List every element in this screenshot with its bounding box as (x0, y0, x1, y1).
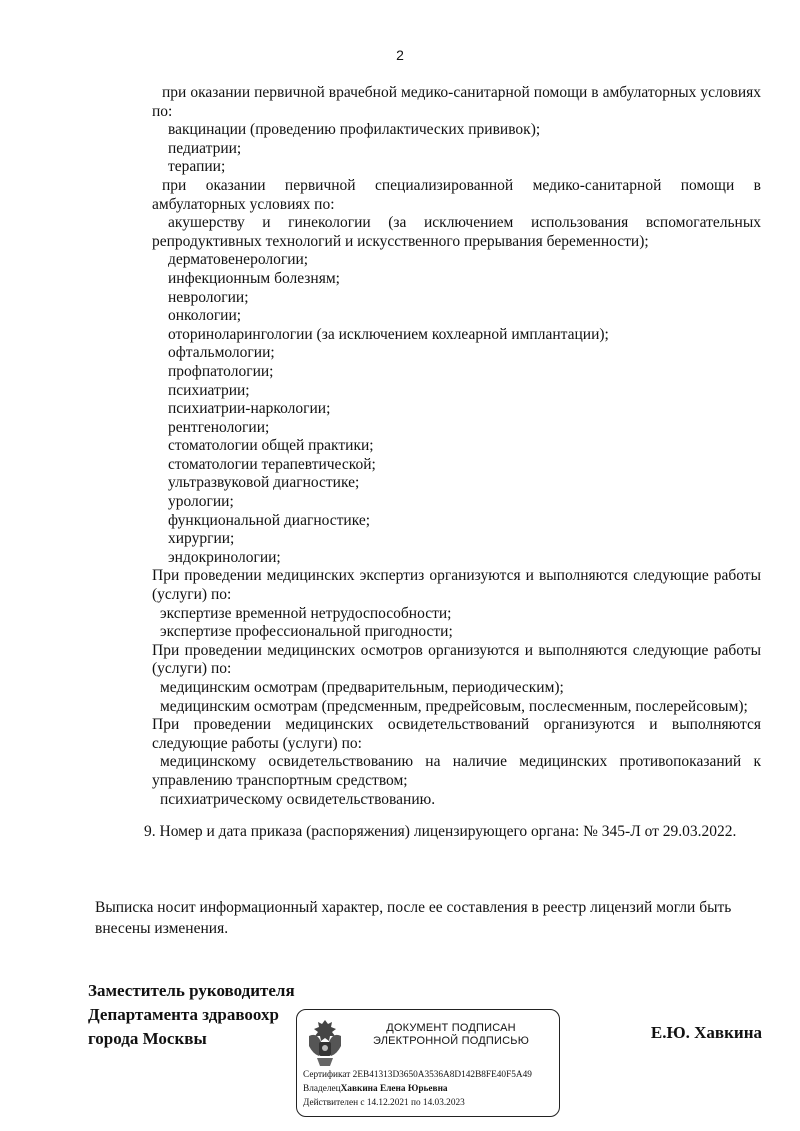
coat-of-arms-icon (305, 1016, 345, 1070)
owner-value: Хавкина Елена Юрьевна (340, 1084, 448, 1094)
list-item: вакцинации (проведению профилактических прививок); (168, 121, 541, 139)
list-item: рентгенологии; (168, 418, 270, 436)
signatory-name: Е.Ю. Хавкина (650, 1023, 762, 1042)
paragraph-expertise: При проведении медицинских экспертиз организуются и выполняются следующие работы (услуги) по: (152, 567, 761, 604)
paragraph-specialized-care: при оказании первичной специализированной медико-санитарной помощи в амбулаторных условиях по: (152, 176, 761, 213)
list-item: медицинским осмотрам (предсменным, предрейсовым, послесменным, послерейсовым); (160, 697, 748, 715)
list-item: дерматовенерологии; (168, 251, 309, 269)
license-text (144, 84, 761, 842)
list-item: психиатрии-наркологии; (168, 400, 331, 418)
signatory-position (88, 979, 295, 1051)
list-item: функциональной диагностике; (168, 511, 371, 529)
stamp-title (353, 1022, 549, 1048)
page-number: 2 (396, 47, 404, 63)
list-item: эндокринологии; (168, 548, 281, 566)
list-item: урологии; (168, 493, 234, 511)
list-item: медицинским осмотрам (предварительным, периодическим); (160, 679, 564, 696)
list-item: хирургии; (168, 530, 235, 548)
list-item: ультразвуковой диагностике; (168, 474, 360, 492)
list-item: экспертизе профессиональной пригодности; (160, 623, 453, 641)
certificate-label: Сертификат (303, 1070, 351, 1080)
list-item: педиатрии; (168, 139, 242, 157)
list-item: стоматологии терапевтической; (168, 455, 376, 473)
signatory-line: Департамента здравоохр (88, 1005, 279, 1024)
validity-line: Действителен с 14.12.2021 по 14.03.2023 (303, 1098, 465, 1108)
list-item: психиатрии; (168, 381, 250, 399)
paragraph-examinations: При проведении медицинских осмотров организуются и выполняются следующие работы (услуги) по: (152, 641, 761, 678)
electronic-signature-stamp (296, 1009, 560, 1117)
signatory-line: Заместитель руководителя (88, 981, 295, 1000)
order-number-item: 9. Номер и дата приказа (распоряжения) лицензирующего органа: № 345-Л от 29.03.2022. (144, 823, 737, 841)
certificate-value: 2EB41313D3650A3536A8D142B8FE40F5A49 (352, 1070, 532, 1080)
owner-line (303, 1084, 557, 1094)
list-item: онкологии; (168, 307, 242, 325)
certificate-line (303, 1070, 557, 1080)
list-item: инфекционным болезням; (168, 269, 340, 287)
list-item: акушерству и гинекологии (за исключением использования вспомогательных репродуктивных технологий и искусственного прерывания беременности); (152, 214, 761, 250)
list-item: неврологии; (168, 288, 249, 306)
list-item: психиатрическому освидетельствованию. (160, 790, 436, 808)
list-item: оториноларингологии (за исключением кохлеарной имплантации); (168, 325, 609, 343)
paragraph-primary-care: при оказании первичной врачебной медико-санитарной помощи в амбулаторных условиях по: (152, 84, 761, 120)
disclaimer-note: Выписка носит информационный характер, после ее составления в реестр лицензий могли быть внесены изменения. (95, 899, 732, 937)
signatory-line: города Москвы (88, 1029, 207, 1048)
list-item: офтальмологии; (168, 344, 275, 362)
stamp-title-line: ЭЛЕКТРОННОЙ ПОДПИСЬЮ (372, 1035, 530, 1047)
stamp-title-line: ДОКУМЕНТ ПОДПИСАН (386, 1022, 516, 1034)
list-item: профпатологии; (168, 362, 274, 380)
list-item: медицинскому освидетельствованию на наличие медицинских противопоказаний к управлению транспортным средством; (152, 753, 761, 789)
list-item: экспертизе временной нетрудоспособности; (160, 604, 452, 622)
list-item: терапии; (168, 158, 226, 176)
list-item: стоматологии общей практики; (168, 437, 374, 455)
owner-label: Владелец (303, 1084, 341, 1094)
paragraph-certifications: При проведении медицинских освидетельствований организуются и выполняются следующие работы (услуги) по: (152, 716, 761, 752)
